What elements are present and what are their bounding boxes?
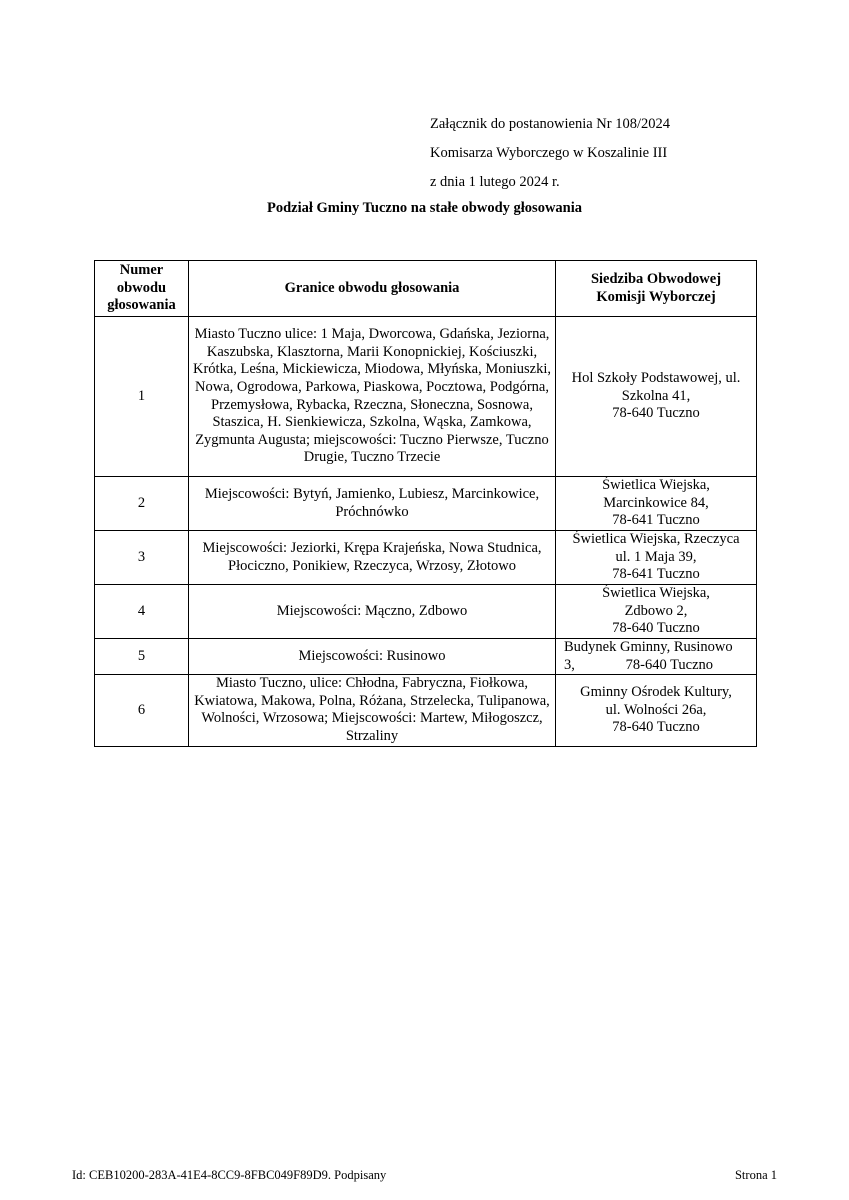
commission-seat: Świetlica Wiejska, Marcinkowice 84, 78-641 Tuczno (556, 477, 757, 531)
document-title: Podział Gminy Tuczno na stałe obwody głosowania (266, 200, 583, 216)
table-row (95, 317, 757, 477)
document-id-footer: Id: CEB10200-283A-41E4-8CC9-8FBC049F89D9. Podpisany (72, 1168, 387, 1182)
table-row (95, 675, 757, 746)
district-boundaries: Miejscowości: Bytyń, Jamienko, Lubiesz, Marcinkowice, Próchnówko (189, 477, 556, 531)
header-district-boundaries: Granice obwodu głosowania (189, 261, 556, 317)
commission-seat: Budynek Gminny, Rusinowo 3, 78-640 Tuczno (556, 639, 757, 675)
commission-seat: Świetlica Wiejska, Rzeczyca ul. 1 Maja 39, 78-641 Tuczno (556, 531, 757, 585)
district-number: 1 (95, 317, 189, 477)
district-number: 6 (95, 675, 189, 746)
district-boundaries: Miasto Tuczno ulice: 1 Maja, Dworcowa, Gdańska, Jeziorna, Kaszubska, Klasztorna, Marii Konopnickiej, Kościuszki, Krótka, Leśna, Mickiewicza, Miodowa, Młyńska, Moniuszki, Nowa, Ogrodowa, Parkowa, Piaskowa, Pocztowa, Podgórna, Przemysłowa, Rybacka, Rzeczna, Słoneczna, Sosnowa, Staszica, H. Sienkiewicza, Szkolna, Wąska, Zamkowa, Zygmunta Augusta; miejscowości: Tuczno Pierwsze, Tuczno Drugie, Tuczno Trzecie (189, 317, 556, 477)
district-number: 2 (95, 477, 189, 531)
attachment-line-1: Załącznik do postanowienia Nr 108/2024 (430, 116, 670, 132)
table-row (95, 639, 757, 675)
table-row (95, 531, 757, 585)
header-district-number: Numer obwodu głosowania (95, 261, 189, 317)
table-row (95, 477, 757, 531)
page-number: Strona 1 (734, 1168, 777, 1182)
header-commission-seat: Siedziba Obwodowej Komisji Wyborczej (556, 261, 757, 317)
attachment-line-3: z dnia 1 lutego 2024 r. (430, 174, 560, 190)
table-row (95, 585, 757, 639)
table-header-row (95, 261, 757, 317)
attachment-header (430, 110, 670, 197)
commission-seat: Świetlica Wiejska, Zdbowo 2, 78-640 Tuczno (556, 585, 757, 639)
district-number: 3 (95, 531, 189, 585)
attachment-line-2: Komisarza Wyborczego w Koszalinie III (430, 145, 668, 161)
district-number: 4 (95, 585, 189, 639)
district-boundaries: Miejscowości: Rusinowo (189, 639, 556, 675)
district-boundaries: Miasto Tuczno, ulice: Chłodna, Fabryczna, Fiołkowa, Kwiatowa, Makowa, Polna, Różana, Strzelecka, Tulipanowa, Wolności, Wrzosowa; Miejscowości: Martew, Miłogoszcz, Strzaliny (189, 675, 556, 746)
district-boundaries: Miejscowości: Mączno, Zdbowo (189, 585, 556, 639)
commission-seat: Gminny Ośrodek Kultury, ul. Wolności 26a, 78-640 Tuczno (556, 675, 757, 746)
voting-districts-table (94, 260, 757, 747)
district-boundaries: Miejscowości: Jeziorki, Krępa Krajeńska, Nowa Studnica, Płociczno, Ponikiew, Rzeczyca, Wrzosy, Złotowo (189, 531, 556, 585)
district-number: 5 (95, 639, 189, 675)
commission-seat: Hol Szkoły Podstawowej, ul. Szkolna 41, 78-640 Tuczno (556, 317, 757, 477)
